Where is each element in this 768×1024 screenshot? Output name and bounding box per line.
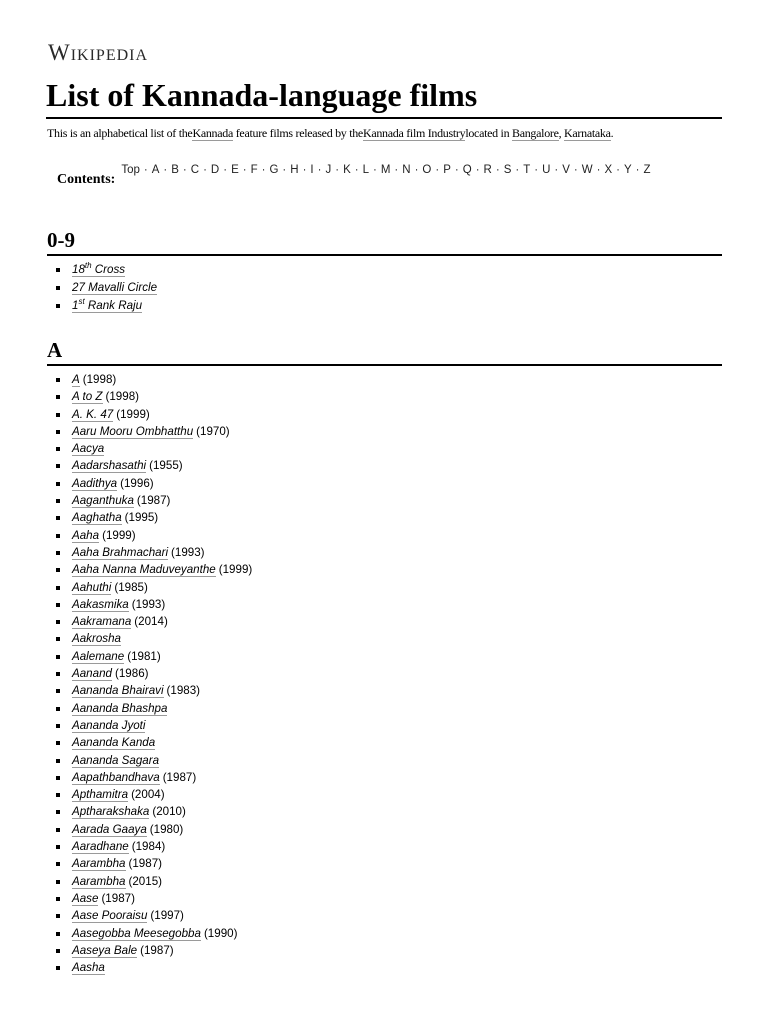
contents-link-o[interactable]: O (422, 164, 432, 176)
contents-link-k[interactable]: K (343, 164, 351, 176)
film-year: (1955) (149, 459, 183, 473)
film-title-link[interactable]: Aadarshasathi (72, 459, 147, 473)
intro-text: . (610, 126, 614, 140)
list-item (56, 700, 252, 717)
film-title-link[interactable]: Aacya (72, 442, 105, 456)
intro-text: located in (465, 126, 510, 140)
contents-separator: · (282, 164, 287, 176)
film-year: (1987) (136, 494, 171, 508)
list-item (56, 890, 252, 907)
film-year: (1997) (150, 909, 184, 923)
contents-separator: · (435, 164, 440, 176)
film-year: (1983) (166, 684, 201, 698)
film-year: (1987) (128, 857, 163, 871)
film-year: (1970) (196, 424, 230, 438)
film-list-0-9 (56, 261, 157, 315)
contents-link-c[interactable]: C (190, 164, 200, 176)
contents-separator: · (454, 164, 459, 176)
contents-link-n[interactable]: N (402, 164, 411, 176)
list-item (56, 873, 252, 890)
link-kannada-film-industry[interactable]: Kannada film Industry (362, 126, 466, 140)
film-title-link[interactable]: Aananda Sagara (72, 753, 160, 767)
film-year: (2015) (128, 874, 163, 888)
contents-links (121, 164, 650, 176)
film-title-link[interactable]: Aanand (72, 667, 112, 681)
contents-separator: · (394, 164, 399, 176)
list-item (56, 406, 252, 423)
contents-separator: · (573, 164, 578, 176)
list-item (56, 561, 252, 578)
link-karnataka[interactable]: Karnataka (564, 126, 611, 140)
contents-link-e[interactable]: E (231, 164, 239, 176)
film-title-link[interactable]: A. K. 47 (72, 407, 114, 421)
list-item (56, 717, 252, 734)
film-title-link[interactable]: Aaganthuka (72, 494, 134, 508)
film-year: (1990) (203, 926, 238, 940)
film-year: (1986) (114, 667, 149, 681)
contents-separator: · (515, 164, 520, 176)
film-title-link[interactable]: 27 Mavalli Circle (72, 281, 158, 294)
film-year: (1999) (218, 563, 253, 577)
list-item (56, 596, 252, 613)
list-item (56, 786, 252, 803)
contents-separator: · (495, 164, 500, 176)
intro-paragraph (47, 126, 613, 141)
film-year: (1998) (82, 373, 117, 386)
film-title-link[interactable]: Aakramana (72, 615, 132, 629)
list-item (56, 838, 252, 855)
contents-separator: · (616, 164, 620, 176)
film-title-link[interactable]: Aase (72, 891, 99, 905)
list-item (56, 527, 252, 544)
list-item (56, 907, 252, 924)
wikipedia-wordmark[interactable]: Wikipedia (48, 40, 149, 65)
film-title-link[interactable]: Aapathbandhava (72, 770, 160, 784)
section-heading-0-9: 0-9 (47, 227, 722, 256)
intro-text: feature films released by the (235, 126, 363, 140)
film-title-link[interactable]: Aananda Kanda (72, 736, 156, 750)
list-item (56, 682, 252, 699)
film-title-link[interactable]: Aaradhane (72, 840, 129, 854)
film-title-link[interactable]: Aananda Bhairavi (72, 684, 164, 698)
list-item (56, 769, 252, 786)
film-year: (1981) (127, 649, 161, 663)
film-year: (1987) (140, 943, 174, 957)
film-year: (1980) (149, 822, 184, 836)
film-title-link[interactable]: Aaseya Bale (72, 943, 138, 957)
film-title-link[interactable]: A to Z (72, 390, 103, 404)
contents-separator: · (163, 164, 168, 176)
contents-link-r[interactable]: R (483, 164, 492, 176)
contents-separator: · (354, 164, 359, 176)
film-title-link[interactable]: Aakasmika (72, 597, 129, 611)
film-title-link[interactable]: Aadithya (72, 476, 118, 490)
film-year: (1995) (124, 511, 159, 525)
table-of-contents (57, 164, 651, 188)
film-title-link[interactable]: Aasha (72, 961, 105, 975)
film-title-link[interactable]: Aananda Jyoti (72, 718, 146, 732)
film-title-link[interactable]: Aaru Mooru Ombhatthu (72, 424, 194, 438)
contents-link-p[interactable]: P (443, 164, 451, 176)
film-title-link[interactable]: Aaha Brahmachari (72, 545, 169, 559)
film-year: (1999) (116, 407, 150, 421)
film-title-link[interactable]: Aptharakshaka (72, 805, 150, 819)
contents-link-f[interactable]: F (250, 164, 258, 176)
list-item (56, 665, 252, 682)
film-title-link[interactable]: Aaha (72, 528, 100, 542)
page-title: List of Kannada-language films (46, 76, 722, 119)
contents-link-h[interactable]: H (290, 164, 299, 176)
list-item (56, 388, 252, 405)
list-item (56, 613, 252, 630)
film-year: (1987) (101, 891, 135, 905)
contents-separator: · (635, 164, 640, 176)
contents-separator: · (143, 164, 148, 176)
list-item (56, 544, 252, 561)
contents-separator: · (475, 164, 480, 176)
intro-text: , (558, 126, 562, 140)
contents-separator: · (596, 164, 601, 176)
list-item (56, 279, 157, 297)
contents-link-l[interactable]: L (362, 164, 369, 176)
contents-link-top[interactable]: Top (121, 164, 140, 176)
list-item (56, 371, 252, 388)
list-item (56, 509, 252, 526)
contents-link-a[interactable]: A (151, 164, 160, 176)
film-title-link[interactable]: Aaha Nanna Maduveyanthe (72, 563, 216, 577)
film-title-link[interactable]: A (72, 373, 80, 386)
list-item (56, 475, 252, 492)
film-year: (1999) (102, 528, 136, 542)
contents-link-g[interactable]: G (269, 164, 279, 176)
contents-separator: · (335, 164, 340, 176)
film-title-link[interactable]: 1st Rank Raju (72, 297, 143, 312)
contents-link-q[interactable]: Q (462, 164, 472, 176)
film-year: (1993) (171, 545, 205, 559)
list-item (56, 734, 252, 751)
list-item (56, 261, 157, 279)
film-title-link[interactable]: Apthamitra (72, 788, 129, 802)
link-bangalore[interactable]: Bangalore (512, 126, 559, 140)
film-title-link[interactable]: Aarada Gaaya (72, 822, 147, 836)
contents-link-d[interactable]: D (210, 164, 220, 176)
list-item (56, 440, 252, 457)
film-title-link[interactable]: Aarambha (72, 857, 126, 871)
contents-separator: · (302, 164, 307, 176)
contents-separator: · (182, 164, 187, 176)
contents-label: Contents: (57, 172, 116, 187)
contents-link-i[interactable]: I (310, 164, 314, 176)
film-title-link[interactable]: Aalemane (72, 649, 125, 663)
film-list-a (56, 371, 252, 976)
contents-separator: · (203, 164, 207, 176)
contents-separator: · (223, 164, 228, 176)
film-year: (1985) (114, 580, 148, 594)
film-title-link[interactable]: Aase Pooraisu (72, 909, 148, 923)
film-title-link[interactable]: 18th Cross (72, 261, 126, 276)
film-year: (1993) (131, 597, 166, 611)
film-year: (1984) (131, 840, 166, 854)
list-item (56, 855, 252, 872)
film-year: (2010) (152, 805, 186, 819)
contents-link-w[interactable]: W (581, 164, 593, 176)
film-title-link[interactable]: Aaghatha (72, 511, 122, 525)
contents-separator: · (261, 164, 266, 176)
contents-separator: · (242, 164, 247, 176)
contents-separator: · (414, 164, 419, 176)
intro-text: This is an alphabetical list of the (47, 126, 193, 140)
list-item (56, 457, 252, 474)
contents-separator: · (372, 164, 377, 176)
film-year: (1998) (105, 390, 140, 404)
contents-link-t[interactable]: T (523, 164, 531, 176)
list-item (56, 423, 252, 440)
film-title-link[interactable]: Aananda Bhashpa (72, 701, 168, 715)
film-year: (2014) (134, 615, 168, 629)
contents-link-v[interactable]: V (562, 164, 570, 176)
contents-link-y[interactable]: Y (623, 164, 632, 176)
list-item (56, 630, 252, 647)
list-item (56, 579, 252, 596)
contents-link-m[interactable]: M (380, 164, 391, 176)
list-item (56, 942, 252, 959)
contents-separator: · (317, 164, 322, 176)
film-year: (1987) (162, 770, 197, 784)
contents-link-x[interactable]: X (604, 164, 613, 176)
list-item (56, 925, 252, 942)
list-item (56, 752, 252, 769)
film-title-link[interactable]: Aarambha (72, 874, 126, 888)
film-title-link[interactable]: Aakrosha (72, 632, 121, 646)
contents-separator: · (534, 164, 539, 176)
film-title-link[interactable]: Aasegobba Meesegobba (72, 926, 201, 940)
film-year: (2004) (131, 788, 165, 802)
film-year: (1996) (120, 476, 154, 490)
contents-link-b[interactable]: B (171, 164, 179, 176)
list-item (56, 803, 252, 820)
list-item (56, 648, 252, 665)
contents-link-u[interactable]: U (542, 164, 551, 176)
contents-link-j[interactable]: J (325, 164, 332, 176)
contents-link-s[interactable]: S (503, 164, 512, 176)
section-heading-a: A (47, 337, 722, 366)
contents-separator: · (554, 164, 559, 176)
list-item (56, 297, 157, 315)
contents-link-z[interactable]: Z (643, 164, 651, 176)
list-item (56, 492, 252, 509)
link-kannada[interactable]: Kannada (192, 126, 234, 140)
film-title-link[interactable]: Aahuthi (72, 580, 112, 594)
list-item (56, 959, 252, 976)
list-item (56, 821, 252, 838)
